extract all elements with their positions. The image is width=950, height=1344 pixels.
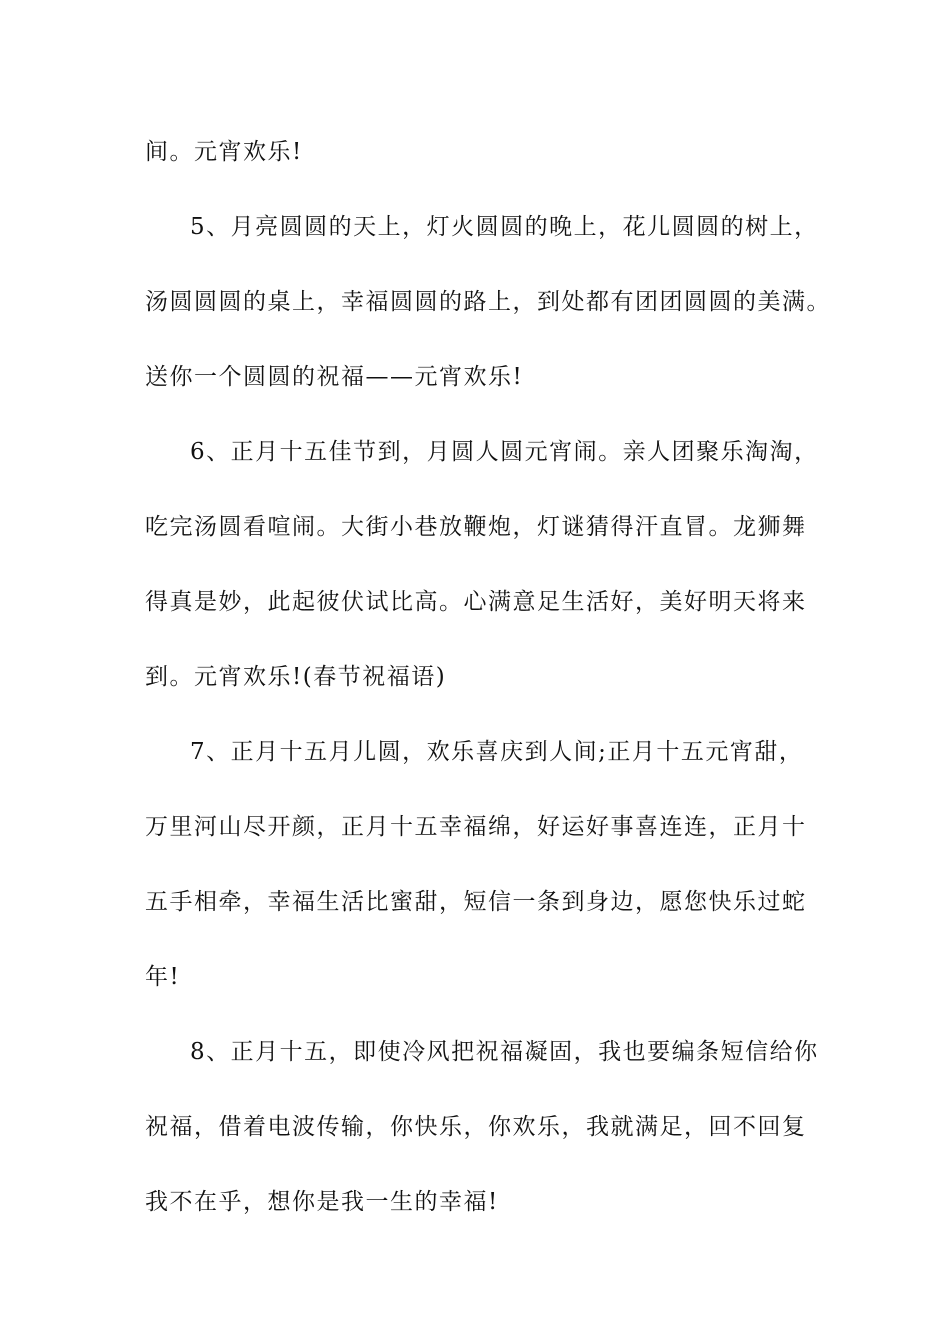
- item-5-text-line: 5、月亮圆圆的天上，灯火圆圆的晚上，花儿圆圆的树上，: [190, 214, 819, 240]
- text-line: 得真是妙，此起彼伏试比高。心满意足生活好，美好明天将来: [145, 589, 807, 615]
- text-line: 到。元宵欢乐!(春节祝福语): [145, 664, 447, 690]
- text-line: 我不在乎，想你是我一生的幸福!: [145, 1189, 499, 1215]
- item-8-text-line: 8、正月十五，即使冷风把祝福凝固，我也要编条短信给你: [190, 1039, 819, 1065]
- text-line: 万里河山尽开颜，正月十五幸福绵，好运好事喜连连，正月十: [145, 814, 807, 840]
- text-line: 祝福，借着电波传输，你快乐，你欢乐，我就满足，回不回复: [145, 1114, 807, 1140]
- text-line: 间。元宵欢乐!: [145, 139, 303, 165]
- text-line: 吃完汤圆看喧闹。大街小巷放鞭炮，灯谜猜得汗直冒。龙狮舞: [145, 514, 807, 540]
- text-line: 送你一个圆圆的祝福——元宵欢乐!: [145, 364, 524, 390]
- text-line: 五手相牵，幸福生活比蜜甜，短信一条到身边，愿您快乐过蛇: [145, 889, 807, 915]
- item-7-text-line: 7、正月十五月儿圆，欢乐喜庆到人间;正月十五元宵甜，: [190, 739, 804, 765]
- text-line: 汤圆圆圆的桌上，幸福圆圆的路上，到处都有团团圆圆的美满。: [145, 289, 831, 315]
- text-line: 年!: [145, 964, 181, 990]
- item-6-text-line: 6、正月十五佳节到，月圆人圆元宵闹。亲人团聚乐淘淘，: [190, 439, 819, 465]
